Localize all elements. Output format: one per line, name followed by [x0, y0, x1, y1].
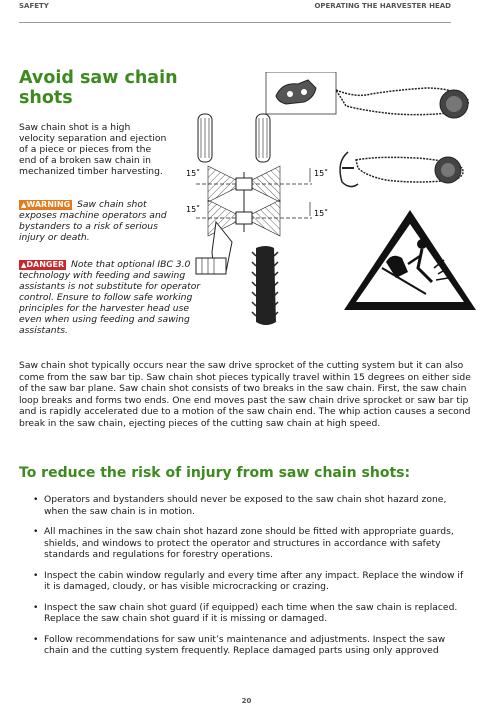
- body-paragraph: Saw chain shot typically occurs near the saw drive sprocket of the cutting system but it can also come from the saw bar tip. Saw chain shot pieces typically travel within 15 degrees on either side of the saw bar plane. Saw chain shot consists of two breaks in the saw chain. First, the saw chain loop breaks and forms two ends. One end moves past the saw chain drive sprocket or saw bar tip and is rapidly accelerated due to a motion of the saw chain end. The whip action causes a second break in the saw chain, ejecting pieces of the cutting saw chain at high speed.: [19, 360, 471, 429]
- page-header: [19, 0, 451, 23]
- warning-notice: [19, 199, 169, 243]
- warning-label: WARNING: [26, 200, 71, 209]
- angle-label-left-lower: 15˚: [186, 205, 201, 214]
- danger-label: DANGER: [26, 260, 65, 269]
- angle-label-left-upper: 15˚: [186, 169, 201, 178]
- chain-link-icon: [266, 72, 336, 114]
- header-section-label: SAFETY: [19, 2, 49, 10]
- page-number: 20: [241, 697, 252, 705]
- list-item: • Follow recommendations for saw unit’s maintenance and adjustments. Inspect the saw chain and the cutting system frequently. Replace damaged parts using only approved: [19, 634, 471, 657]
- saw-bar-broken-icon: [340, 152, 463, 187]
- hazard-warning-sign-icon: [344, 210, 476, 310]
- warning-badge: [19, 200, 72, 210]
- danger-text: Note that optional IBC 3.0 technology with feeding and sawing assistants is not substitute for operator control. Ensure to follow safe working principles for the harvester head use even when using feeding and sawing assistants.: [19, 259, 201, 336]
- danger-triangle-icon: ▲: [21, 261, 27, 269]
- danger-notice: [19, 259, 204, 336]
- angle-label-right-upper: 15˚: [314, 169, 329, 178]
- saw-chain-vertical-icon: [252, 246, 278, 325]
- warning-text: Saw chain shot exposes machine operators and bystanders to a risk of serious injury or death.: [19, 199, 167, 243]
- header-chapter-label: OPERATING THE HARVESTER HEAD: [314, 2, 451, 10]
- section-heading: To reduce the risk of injury from saw chain shots:: [19, 465, 411, 481]
- list-item: • Inspect the saw chain shot guard (if equipped) each time when the saw chain is replaced. Replace the saw chain shot guard if it is missing or damaged.: [19, 602, 471, 625]
- hazard-zone-diagram: [186, 114, 328, 325]
- safety-bullet-list: [19, 494, 471, 657]
- list-item: • Operators and bystanders should never be exposed to the saw chain shot hazard zone, when the saw chain is in motion.: [19, 494, 471, 517]
- list-item: • All machines in the saw chain shot hazard zone should be fitted with appropriate guards, shields, and windows to protect the operator and structures in accordance with safety standards and regulations for forestry operations.: [19, 526, 471, 561]
- saw-chain-shot-illustration: [186, 72, 476, 332]
- angle-label-right-lower: 15˚: [314, 209, 329, 218]
- intro-paragraph: Saw chain shot is a high velocity separation and ejection of a piece or pieces from the end of a broken saw chain in mechanized timber harvesting.: [19, 122, 167, 177]
- warning-triangle-icon: ▲: [21, 201, 27, 209]
- page-title: Avoid saw chain shots: [19, 68, 178, 108]
- saw-bar-upper-icon: [336, 88, 468, 118]
- list-item: • Inspect the cabin window regularly and every time after any impact. Replace the window if it is damaged, cloudy, or has visible microcracking or crazing.: [19, 570, 471, 593]
- danger-badge: [19, 260, 66, 270]
